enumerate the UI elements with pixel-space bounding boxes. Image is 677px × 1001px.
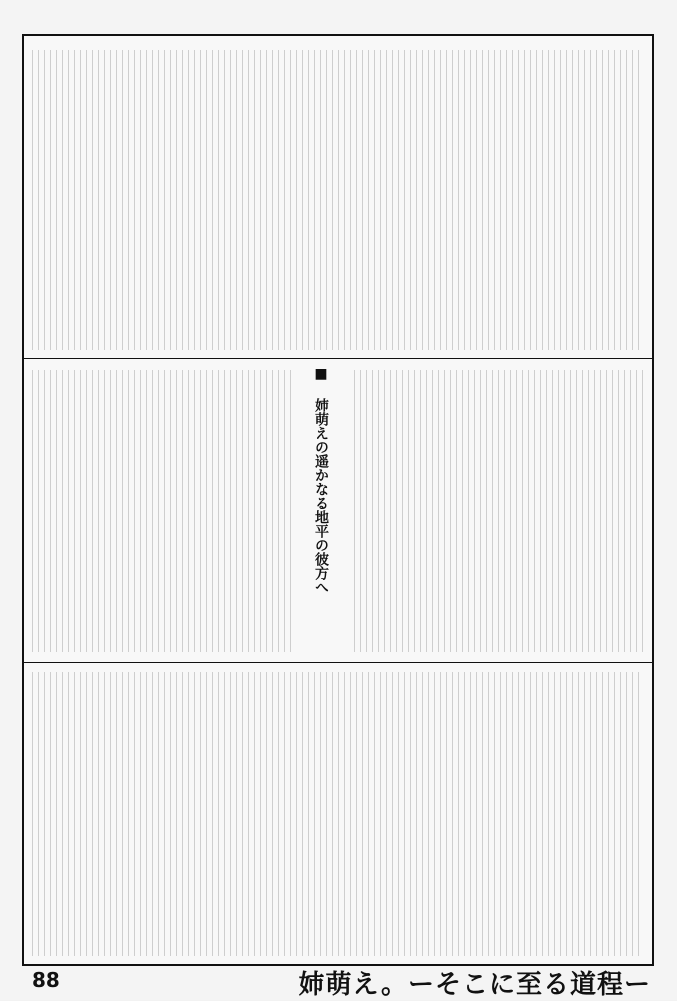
section-divider-top bbox=[24, 358, 652, 359]
section-divider-bottom bbox=[24, 662, 652, 663]
body-text-block-bottom bbox=[32, 672, 644, 956]
body-text-block-top bbox=[32, 50, 644, 350]
text-frame bbox=[22, 34, 654, 966]
body-text-block-middle-right bbox=[354, 370, 644, 652]
body-text-block-middle-left bbox=[32, 370, 294, 652]
section-heading: ■ 姉萌えの遥かなる地平の彼方へ bbox=[313, 366, 329, 594]
page-number: 88 bbox=[32, 968, 60, 992]
running-title: 姉萌え。ーそこに至る道程ー bbox=[298, 970, 651, 1000]
